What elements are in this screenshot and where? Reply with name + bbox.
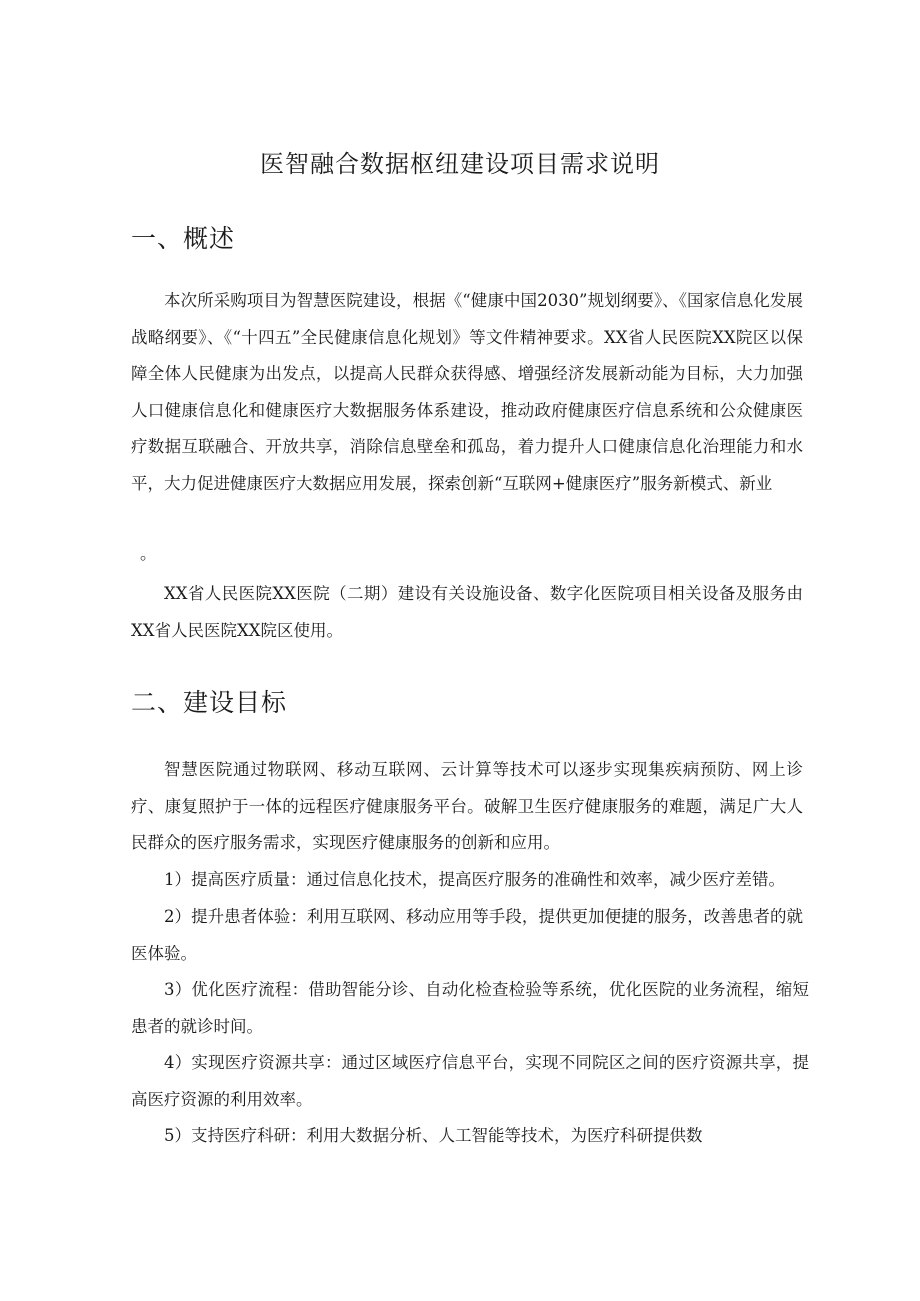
overview-paragraph-2: XX省人民医院XX医院（二期）建设有关设施设备、数字化医院项目相关设备及服务由XX省人民医院XX院区使用。: [131, 584, 803, 640]
goal-item: 3）优化医疗流程：借助智能分诊、自动化检查检验等系统，优化医院的业务流程，缩短患者的就诊时间。: [131, 980, 809, 1036]
overview-paragraph-1: 本次所采购项目为智慧医院建设，根据《“健康中国2030”规划纲要》、《国家信息化发展战略纲要》、《“十四五”全民健康信息化规划》等文件精神要求。XX省人民医院XX院区以保障全体人民健康为出发点，以提高人民群众获得感、增强经济发展新动能为目标，大力加强人口健康信息化和健康医疗大数据服务体系建设，推动政府健康医疗信息系统和公众健康医疗数据互联融合、开放共享，消除信息壁垒和孤岛，着力提升人口健康信息化治理能力和水平，大力促进健康医疗大数据应用发展，探索创新“互联网+健康医疗”服务新模式、新业: [131, 291, 803, 493]
goal-item: 1）提高医疗质量：通过信息化技术，提高医疗服务的准确性和效率，减少医疗差错。: [164, 870, 785, 889]
goal-item: 4）实现医疗资源共享：通过区域医疗信息平台，实现不同院区之间的医疗资源共享，提高医疗资源的利用效率。: [131, 1053, 809, 1109]
overview-paragraph-1-tail: 。: [140, 544, 157, 563]
goals-intro-paragraph: 智慧医院通过物联网、移动互联网、云计算等技术可以逐步实现集疾病预防、网上诊疗、康复照护于一体的远程医疗健康服务平台。破解卫生医疗健康服务的难题，满足广大人民群众的医疗服务需求，实现医疗健康服务的创新和应用。: [131, 760, 803, 853]
goal-item: 2）提升患者体验：利用互联网、移动应用等手段，提供更加便捷的服务，改善患者的就医体验。: [131, 907, 803, 963]
goal-item: 5）支持医疗科研：利用大数据分析、人工智能等技术，为医疗科研提供数: [164, 1126, 703, 1145]
section-heading-overview: 一、概述: [131, 224, 236, 253]
page-title: 医智融合数据枢纽建设项目需求说明: [260, 150, 660, 178]
section-heading-goals: 二、建设目标: [131, 688, 288, 717]
